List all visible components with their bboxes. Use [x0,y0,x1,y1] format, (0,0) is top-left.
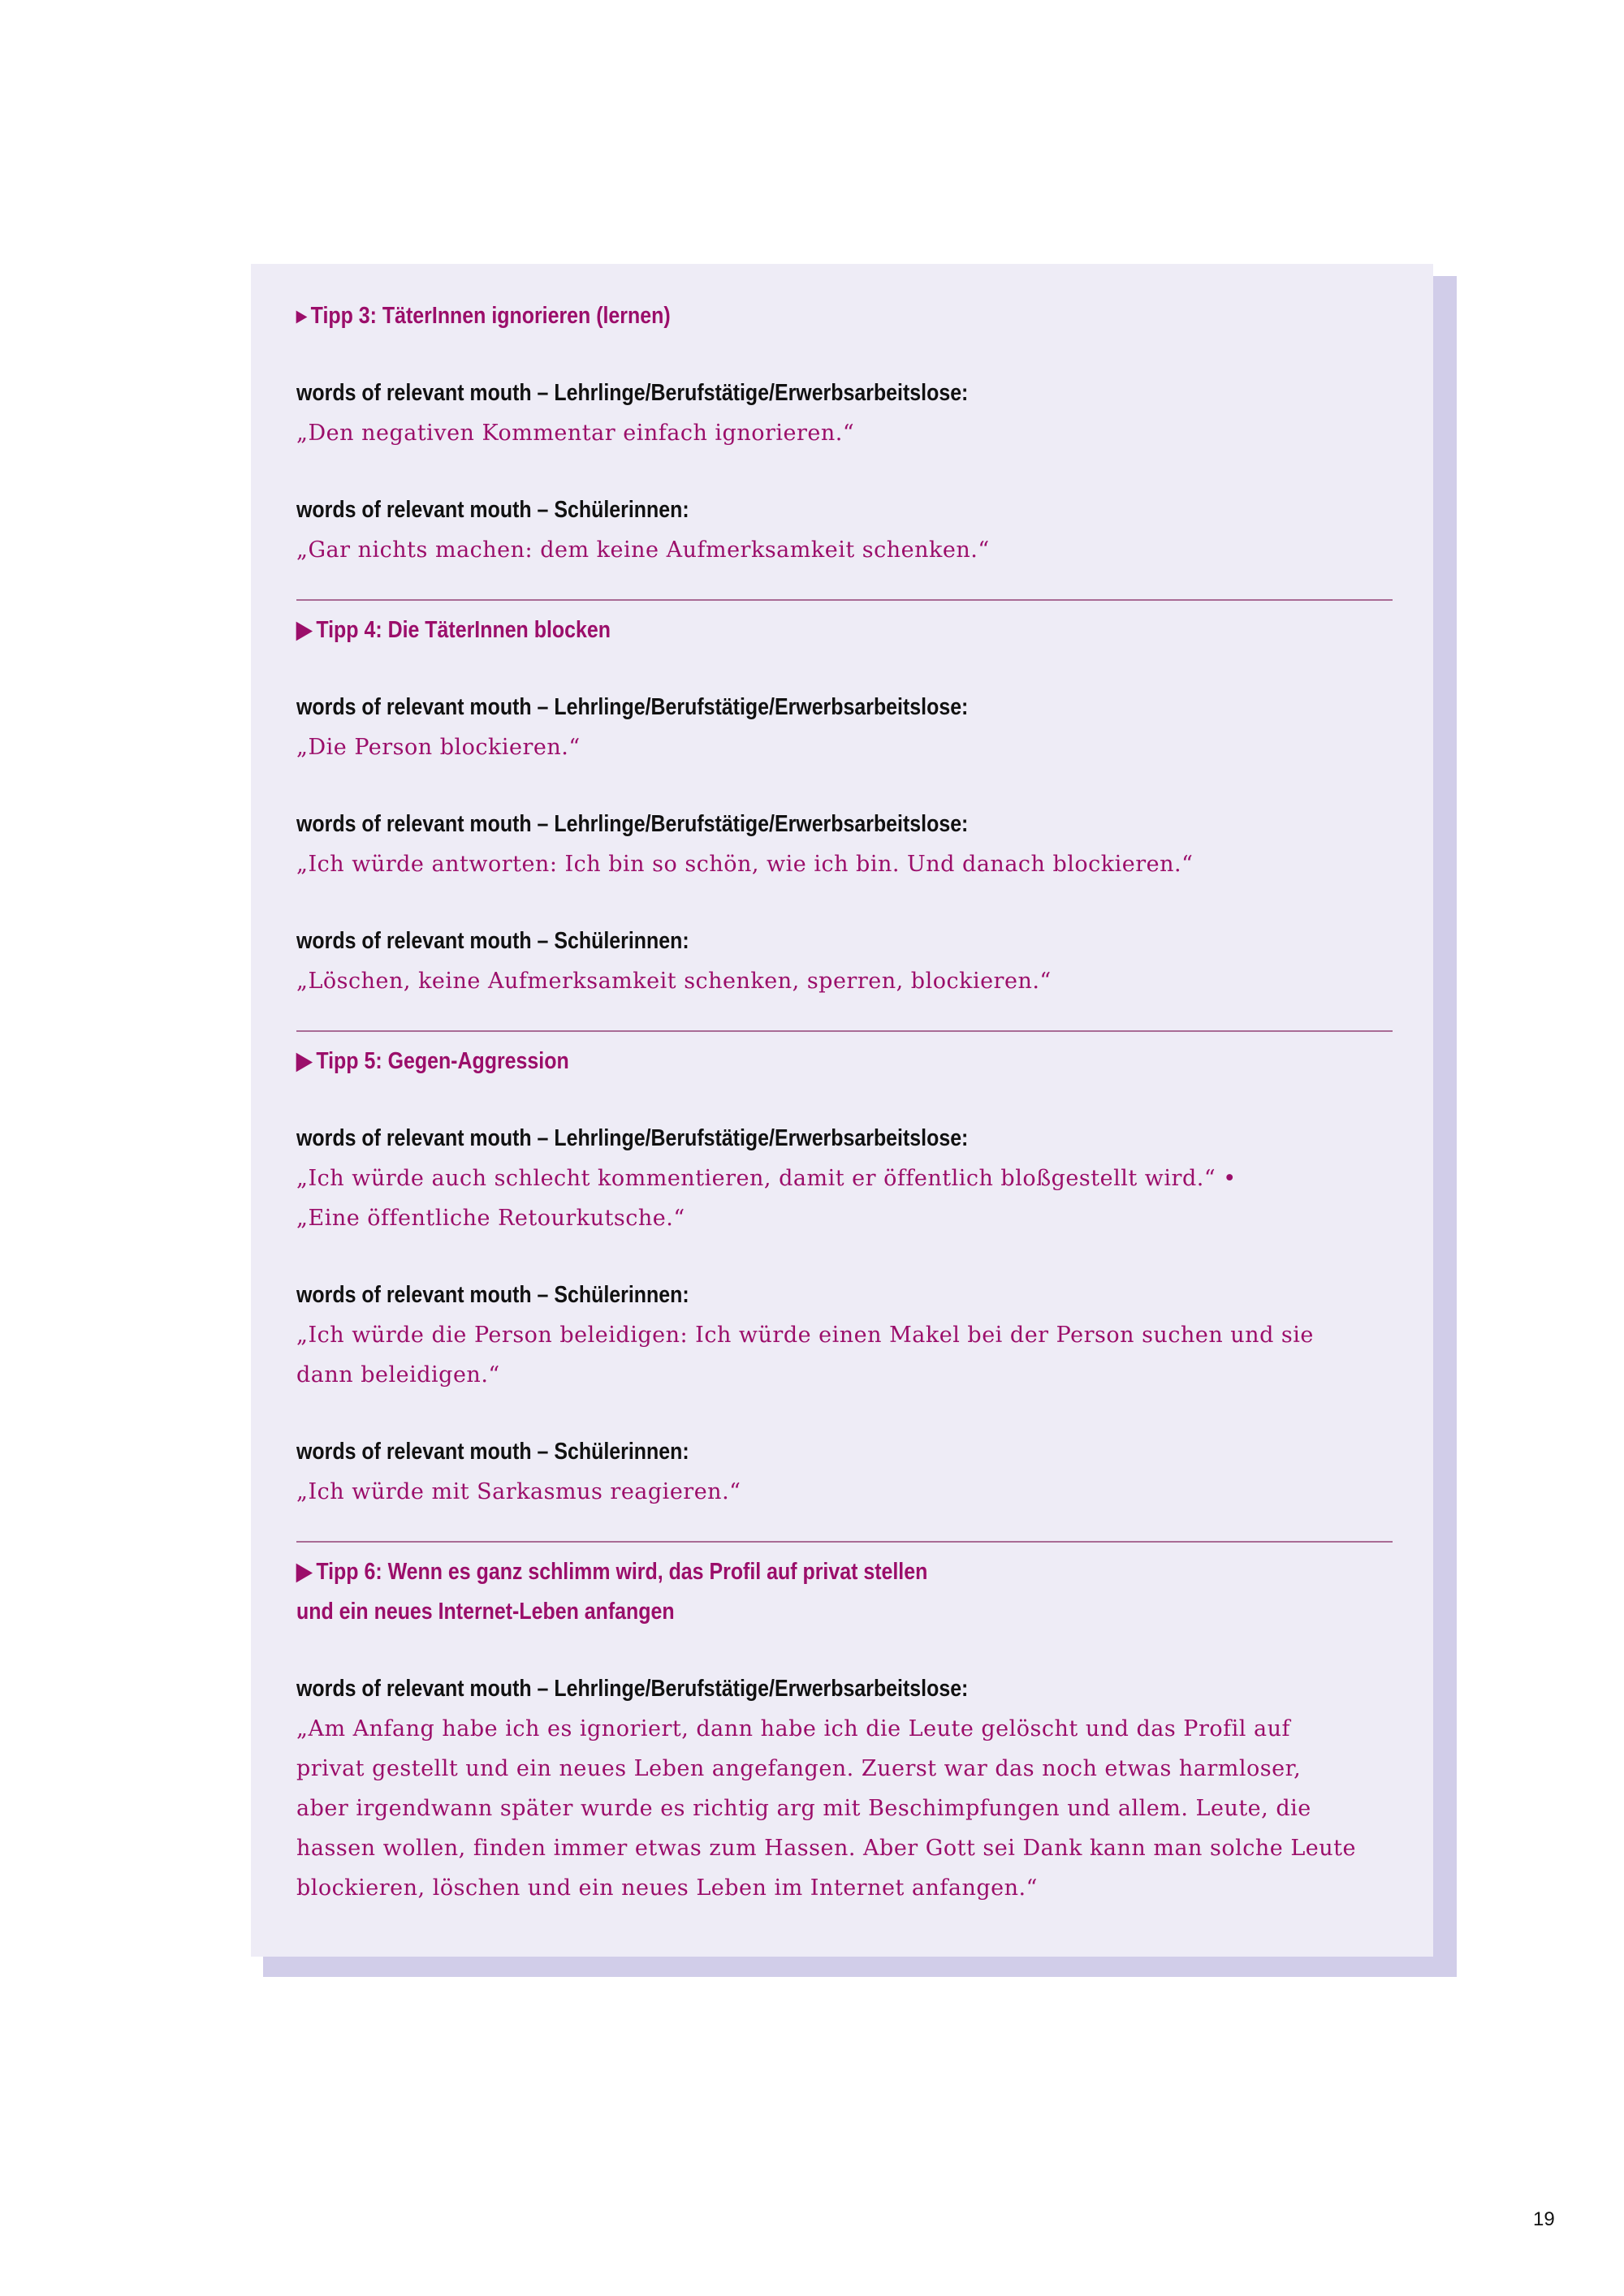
quote-text: „Ich würde auch schlecht kommentieren, damit er öffentlich bloßgestellt wird.“ • [296,1166,1237,1191]
quote-text: hassen wollen, finden immer etwas zum Hassen. Aber Gott sei Dank kann man solche Leute [296,1836,1356,1861]
quote-entry [296,921,1393,1001]
source-label: words of relevant mouth – Schülerinnen: [296,497,689,523]
tip-heading-text: Tipp 3: TäterInnen ignorieren (lernen) [310,303,671,329]
quote-entry [296,373,1393,453]
quote-entry [296,490,1393,570]
triangle-bullet-icon: ▶ [296,617,313,643]
triangle-bullet-icon: ▶ [296,1048,313,1074]
quote-text: „Eine öffentliche Retourkutsche.“ [296,1206,685,1231]
quote-text: „Ich würde die Person beleidigen: Ich würde einen Makel bei der Person suchen und sie [296,1323,1314,1348]
tips-box [251,264,1433,1957]
source-label: words of relevant mouth – Lehrlinge/Berufstätige/Erwerbsarbeitslose: [296,694,969,720]
quote-text: „Ich würde mit Sarkasmus reagieren.“ [296,1479,741,1504]
source-label: words of relevant mouth – Schülerinnen: [296,1282,689,1308]
quote-text: „Am Anfang habe ich es ignoriert, dann habe ich die Leute gelöscht und das Profil auf [296,1716,1290,1741]
tip-heading-text: Tipp 5: Gegen-Aggression [316,1048,569,1074]
tip-heading-text: Tipp 6: Wenn es ganz schlimm wird, das Profil auf privat stellen [316,1559,928,1585]
quote-entry [296,1669,1393,1908]
quote-text: blockieren, löschen und ein neues Leben im Internet anfangen.“ [296,1875,1038,1901]
tips-content [296,296,1393,1908]
section-divider [296,599,1393,601]
quote-text: „Den negativen Kommentar einfach ignorieren.“ [296,421,855,446]
tip-heading [296,1552,1239,1592]
quote-text: „Die Person blockieren.“ [296,735,581,760]
tip-heading [296,296,1239,336]
quote-entry [296,1119,1393,1238]
tip-heading-text: Tipp 4: Die TäterInnen blocken [316,617,611,643]
triangle-bullet-icon: ▸ [296,303,307,329]
quote-entry [296,805,1393,884]
page-number: 19 [1533,2208,1555,2230]
quote-text: privat gestellt und ein neues Leben angefangen. Zuerst war das noch etwas harmloser, [296,1756,1302,1781]
quote-text: dann beleidigen.“ [296,1362,500,1388]
quote-entry [296,1275,1393,1395]
source-label: words of relevant mouth – Lehrlinge/Berufstätige/Erwerbsarbeitslose: [296,380,969,406]
section-divider [296,1541,1393,1543]
tip-heading-line2: und ein neues Internet-Leben anfangen [296,1599,675,1625]
section-divider [296,1030,1393,1032]
triangle-bullet-icon: ▶ [296,1559,313,1585]
quote-text: „Löschen, keine Aufmerksamkeit schenken, sperren, blockieren.“ [296,969,1052,994]
tip-heading [296,1042,1239,1081]
quote-entry [296,1432,1393,1512]
quote-text: aber irgendwann später wurde es richtig arg mit Beschimpfungen und allem. Leute, die [296,1796,1311,1821]
quote-text: „Gar nichts machen: dem keine Aufmerksamkeit schenken.“ [296,537,990,563]
quote-entry [296,688,1393,767]
tip-heading [296,611,1239,650]
source-label: words of relevant mouth – Lehrlinge/Berufstätige/Erwerbsarbeitslose: [296,1125,969,1151]
source-label: words of relevant mouth – Lehrlinge/Berufstätige/Erwerbsarbeitslose: [296,811,969,837]
source-label: words of relevant mouth – Schülerinnen: [296,928,689,954]
quote-text: „Ich würde antworten: Ich bin so schön, wie ich bin. Und danach blockieren.“ [296,852,1194,877]
source-label: words of relevant mouth – Schülerinnen: [296,1439,689,1465]
source-label: words of relevant mouth – Lehrlinge/Berufstätige/Erwerbsarbeitslose: [296,1676,969,1702]
